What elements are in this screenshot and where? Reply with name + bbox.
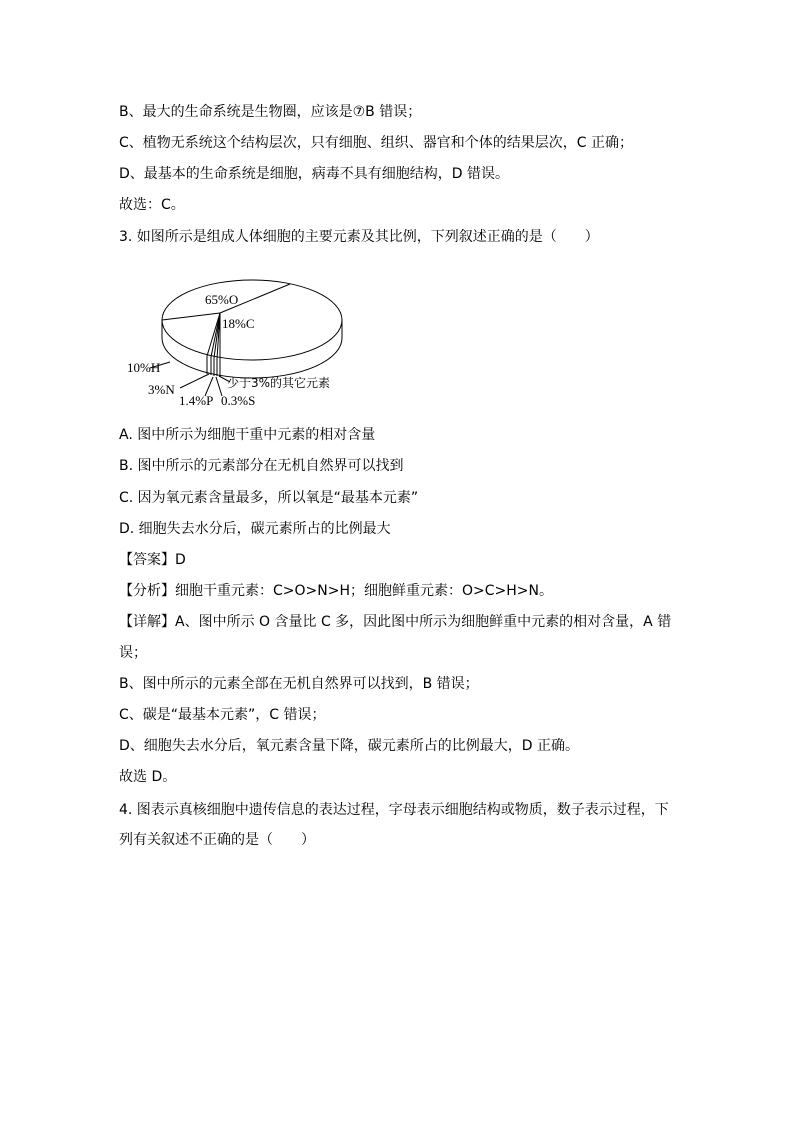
text-line: B、最大的生命系统是生物圈，应该是⑦B 错误； — [119, 104, 422, 120]
option-a: A. 图中所示为细胞干重中元素的相对含量 — [119, 427, 376, 443]
slice-label-c: 18%C — [222, 316, 255, 331]
slice-label-p: 1.4%P — [179, 393, 214, 408]
text-line: C、植物无系统这个结构层次，只有细胞、组织、器官和个体的结果层次，C 正确； — [119, 135, 633, 151]
answer: 【答案】D — [119, 552, 186, 568]
detail-line: 误； — [119, 645, 147, 661]
option-b: B. 图中所示的元素部分在无机自然界可以找到 — [119, 458, 404, 474]
option-d: D. 细胞失去水分后，碳元素所占的比例最大 — [119, 521, 391, 537]
detail-line: D、细胞失去水分后，氧元素含量下降，碳元素所占的比例最大，D 正确。 — [119, 738, 580, 754]
option-c: C. 因为氧元素含量最多，所以氧是“最基本元素” — [119, 490, 419, 506]
text-line: 故选：C。 — [119, 197, 185, 213]
slice-label-s: 0.3%S — [221, 393, 256, 408]
question-3: 3. 如图所示是组成人体细胞的主要元素及其比例，下列叙述正确的是（ ） — [119, 229, 599, 245]
leader-line — [180, 374, 209, 388]
slice-label-o: 65%O — [205, 292, 239, 307]
analysis: 【分析】细胞干重元素：C>O>N>H；细胞鲜重元素：O>C>H>N。 — [119, 583, 553, 599]
slice-label-h: 10%H — [127, 360, 161, 375]
detail-line: B、图中所示的元素全部在无机自然界可以找到，B 错误； — [119, 676, 479, 692]
slice-label-n: 3%N — [148, 382, 175, 397]
conclusion: 故选 D。 — [119, 769, 177, 785]
detail-line: 【详解】A、图中所示 O 含量比 C 多，因此图中所示为细胞鲜重中元素的相对含量，A 错 — [119, 614, 672, 630]
detail-line: C、碳是“最基本元素”，C 错误； — [119, 707, 326, 723]
text-line: D、最基本的生命系统是细胞，病毒不具有细胞结构，D 错误。 — [119, 166, 510, 182]
element-pie-chart — [125, 262, 375, 412]
question-4-cont: 列有关叙述不正确的是（ ） — [119, 832, 315, 848]
slice-label-other: 少于3%的其它元素 — [227, 376, 331, 390]
question-4: 4. 图表示真核细胞中遗传信息的表达过程，字母表示细胞结构或物质，数子表示过程，下 — [119, 802, 669, 818]
